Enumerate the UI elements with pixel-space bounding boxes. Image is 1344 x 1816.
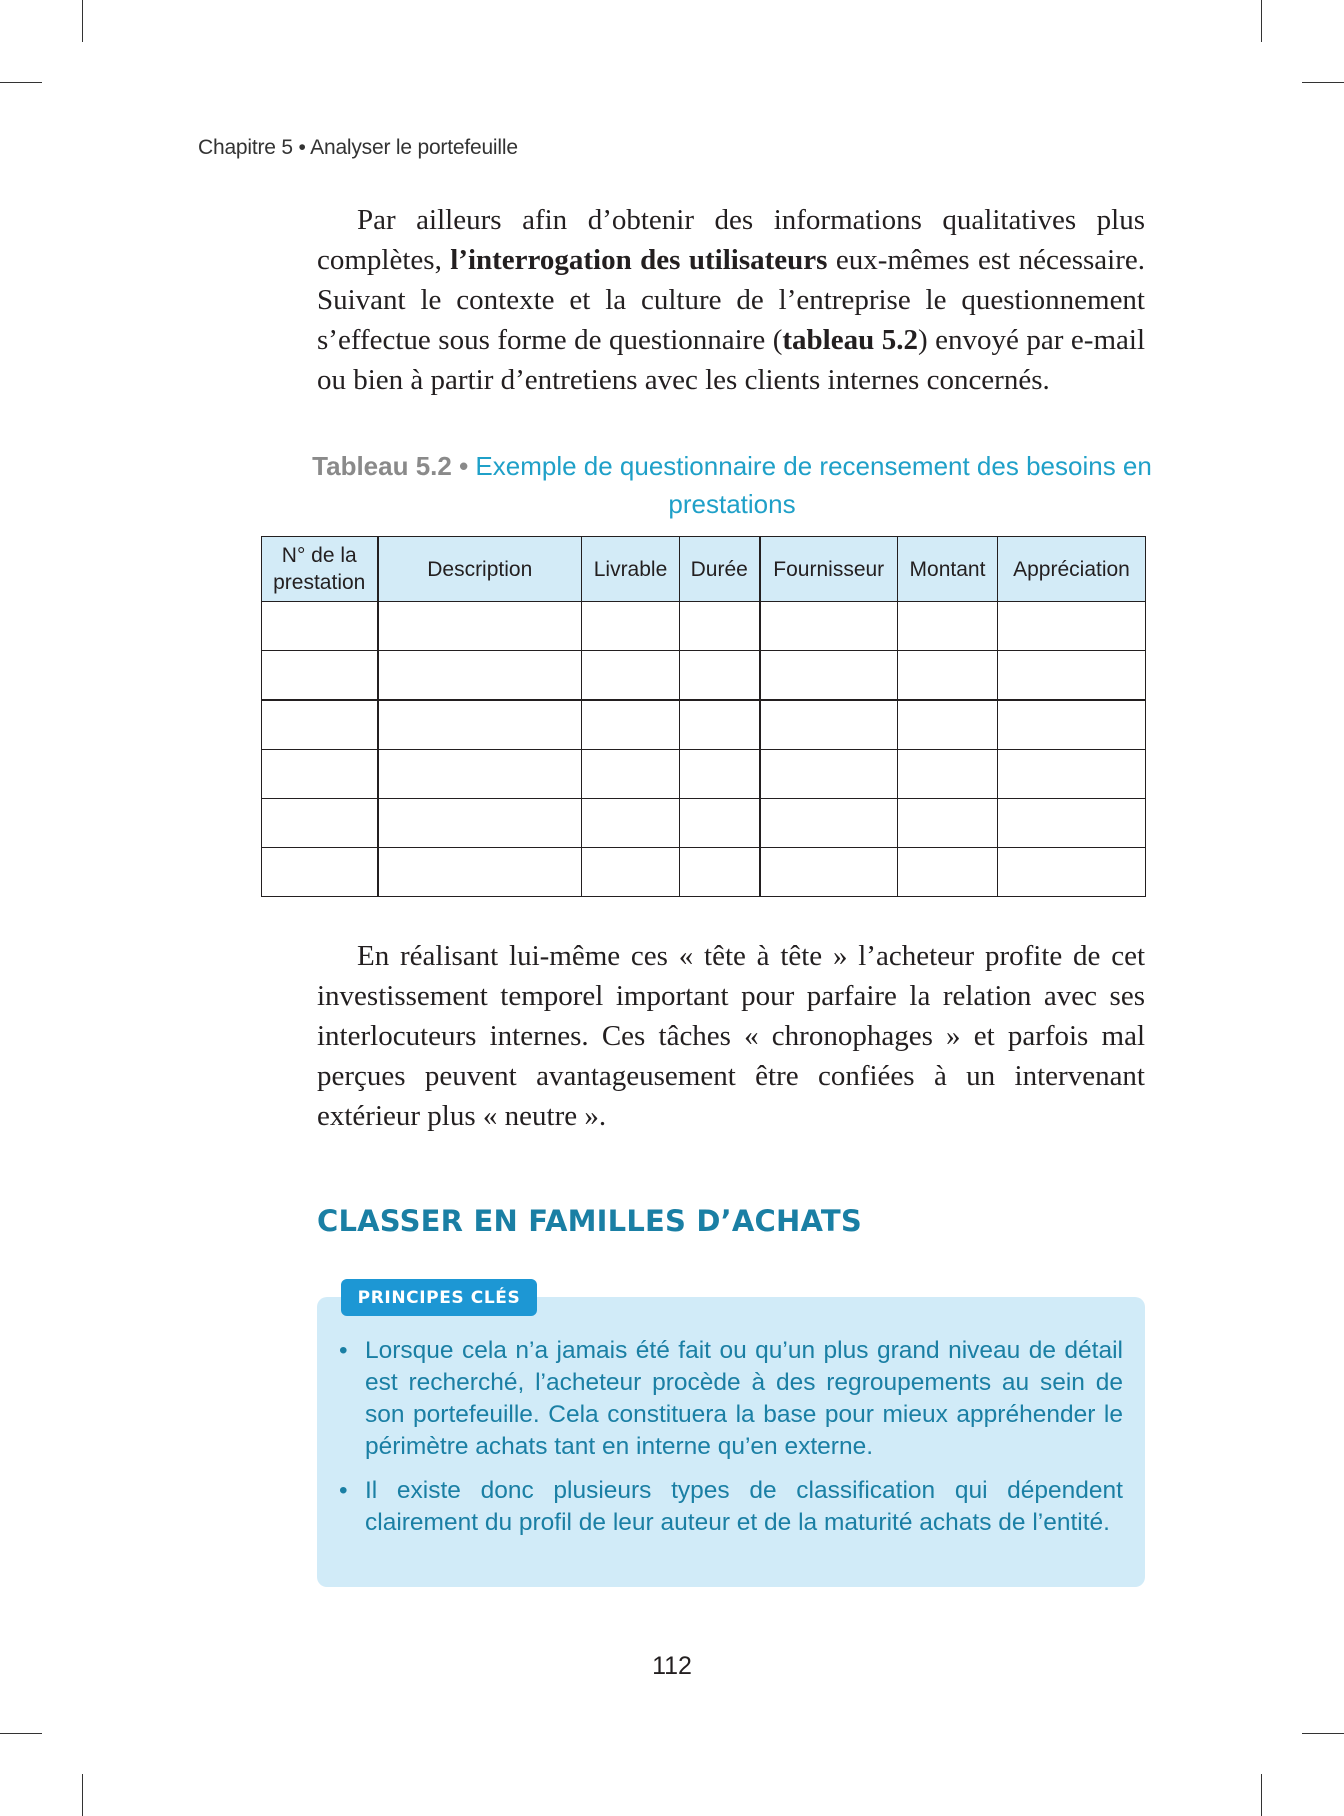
table-cell: [378, 602, 582, 651]
table-cell: [760, 848, 898, 897]
table-cell: [262, 848, 378, 897]
table-cell: [998, 750, 1146, 799]
table-cell: [998, 700, 1146, 750]
table-cell: [998, 602, 1146, 651]
table-cell: [898, 700, 998, 750]
crop-mark: [1261, 0, 1262, 42]
table-cell: [262, 799, 378, 848]
table-row: [262, 602, 1146, 651]
key-principles-list: [339, 1335, 1123, 1551]
table-cell: [378, 799, 582, 848]
table-cell: [760, 602, 898, 651]
page-number: 112: [652, 1652, 692, 1680]
table-cell: [760, 651, 898, 701]
table-caption: [260, 447, 1204, 523]
table-cell: [582, 602, 680, 651]
table-cell: [582, 750, 680, 799]
crop-mark: [82, 1774, 83, 1816]
table-cell: [680, 700, 760, 750]
table-cell: [998, 799, 1146, 848]
paragraph-text: En réalisant lui-même ces « tête à tête » l’acheteur profite de cet investissement temporel important pour parfaire la relation avec ses interlocuteurs internes. Ces tâches « chronophages » et parfois mal perçues peuvent avantageusement être confiées à un intervenant extérieur plus « neutre ».: [317, 940, 1145, 1132]
table-cell: [680, 750, 760, 799]
crop-mark: [1261, 1774, 1262, 1816]
list-item-text: Il existe donc plusieurs types de classification qui dépendent clairement du profil de leur auteur et de la maturité achats de l’entité.: [365, 1477, 1123, 1536]
paragraph-followup: [317, 936, 1145, 1136]
table-cell: [680, 651, 760, 701]
text-span: eux-mêmes est nécessaire. Suivant le contexte et la culture de l’entreprise le questionnement s’effectue sous forme de questionnaire (: [317, 244, 1145, 356]
crop-mark: [82, 0, 83, 42]
list-item: [339, 1335, 1123, 1463]
table-row: [262, 848, 1146, 897]
table-cell: [262, 651, 378, 701]
table-row: [262, 651, 1146, 701]
table-cell: [898, 799, 998, 848]
crop-mark: [0, 1733, 42, 1734]
text-span: Par ailleurs afin d’obtenir des informations qualitatives plus complètes,: [317, 204, 1145, 276]
header-cell: Fournisseur: [760, 537, 898, 602]
table-cell: [378, 750, 582, 799]
header-cell: Description: [378, 537, 582, 602]
table-cell: [898, 651, 998, 701]
text-span: ) envoyé par e-mail ou bien à partir d’entretiens avec les clients internes concernés.: [317, 324, 1145, 396]
bullet-icon: •: [339, 1337, 348, 1364]
header-cell: Durée: [680, 537, 760, 602]
crop-mark: [1302, 82, 1344, 83]
bold-span: l’interrogation des utilisateurs: [450, 244, 828, 276]
table-cell: [582, 651, 680, 701]
table-cell: [998, 848, 1146, 897]
table-title: Exemple de questionnaire de recensement des besoins en prestations: [475, 451, 1152, 519]
table-cell: [680, 848, 760, 897]
table-cell: [680, 602, 760, 651]
table-label: Tableau 5.2 •: [312, 451, 469, 481]
table-cell: [998, 651, 1146, 701]
table-cell: [582, 799, 680, 848]
table-cell: [760, 700, 898, 750]
bullet-icon: •: [339, 1477, 348, 1504]
table-cell: [262, 750, 378, 799]
table-cell: [378, 700, 582, 750]
table-header-row: [262, 537, 1146, 602]
header-cell: Appréciation: [998, 537, 1146, 602]
table-reference: tableau 5.2: [782, 324, 918, 356]
table-cell: [760, 750, 898, 799]
table-cell: [582, 700, 680, 750]
header-cell: Montant: [898, 537, 998, 602]
table-cell: [898, 602, 998, 651]
paragraph-intro: [317, 200, 1145, 400]
table-body: [262, 602, 1146, 897]
list-item: [339, 1475, 1123, 1539]
header-cell: N° de la prestation: [262, 537, 378, 602]
table-cell: [378, 848, 582, 897]
table-row: [262, 799, 1146, 848]
running-head: Chapitre 5 • Analyser le portefeuille: [198, 136, 518, 159]
crop-mark: [0, 82, 42, 83]
table-row: [262, 700, 1146, 750]
key-principles-box: [317, 1297, 1145, 1587]
section-title: CLASSER EN FAMILLES D’ACHATS: [317, 1204, 862, 1238]
table-cell: [262, 602, 378, 651]
table-cell: [582, 848, 680, 897]
table-cell: [378, 651, 582, 701]
key-principles-tab: PRINCIPES CLÉS: [341, 1279, 537, 1316]
table-row: [262, 750, 1146, 799]
crop-mark: [1302, 1733, 1344, 1734]
table-cell: [898, 848, 998, 897]
header-cell: Livrable: [582, 537, 680, 602]
table-cell: [262, 700, 378, 750]
table-cell: [760, 799, 898, 848]
table-cell: [680, 799, 760, 848]
list-item-text: Lorsque cela n’a jamais été fait ou qu’un plus grand niveau de détail est recherché, l’acheteur procède à des regroupements au sein de son portefeuille. Cela constituera la base pour mieux appréhender le périmètre achats tant en interne qu’en externe.: [365, 1337, 1123, 1460]
table-cell: [898, 750, 998, 799]
needs-table: [261, 536, 1146, 897]
